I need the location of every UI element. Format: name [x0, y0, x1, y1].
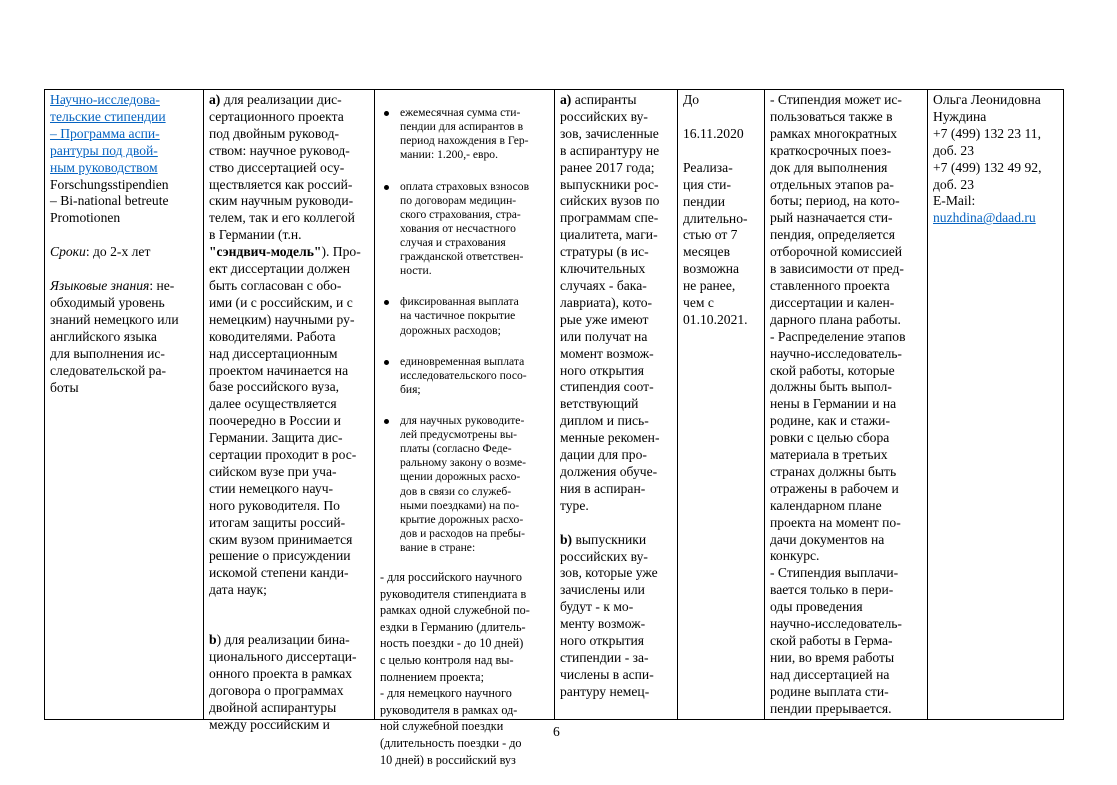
benefit-text: единовременная выплата исследовательского посо- бия;: [400, 354, 527, 396]
bullet-icon: [384, 360, 389, 365]
description-a: [209, 92, 370, 599]
bullet-icon: [384, 419, 389, 424]
program-terms: [50, 244, 199, 261]
benefit-item: [380, 295, 550, 337]
benefits-extra: - для российского научного руководителя стипендиата в рамках одной служебной по- ездки в Германию (длитель- ность поездки - до 10 дней) с целью контроля над вы- полнением проекта; - для немецкого научного руководителя в рамках од- ной служебной поездки (длительность поездки - до 10 дней) в российский вуз: [380, 570, 530, 767]
deadline-prefix: До: [683, 92, 700, 107]
eligibility-a-text: аспиранты российских ву- зов, зачисленные в аспирантуру не ранее 2017 года; выпускники рос- сийских вузов по программам спе- циалитета, маги- стратуры (в ис- ключительных случаях - бака- лавриата), кото- рые уже имеют или получат на момент возмож- ного открытия стипендия соот- ветствующий диплом и пись- менные рекомен- дации для про- должения обуче- ния в аспиран- туре.: [560, 92, 660, 513]
benefits-list: [380, 92, 550, 569]
benefit-item: [380, 355, 550, 397]
description-cell: [204, 90, 375, 732]
page-number: 6: [553, 724, 560, 739]
bullet-icon: [384, 300, 389, 305]
contact-name: Ольга Леонидовна Нуждина: [933, 92, 1041, 124]
b-marker: b: [209, 632, 217, 648]
program-title-de: Forschungsstipendien – Bi-national betreute Promotionen: [50, 176, 169, 226]
a-marker: а): [209, 92, 221, 107]
eligibility-a: [560, 92, 673, 515]
program-language: [50, 278, 199, 396]
bullet-icon: [384, 185, 389, 190]
description-a-text-1: для реализации дис- сертационного проекта под двойным руковод- ством: научное руковод- ство диссертацией осу- ществляется как россий- ским научным руководи- телем, так и его коллегой в Германии (т.н.: [209, 92, 355, 243]
scholarship-table: [44, 89, 1064, 767]
a-marker: а): [560, 92, 572, 107]
contact-email-link[interactable]: nuzhdina@daad.ru: [933, 210, 1036, 226]
benefit-text: фиксированная выплата на частичное покрытие дорожных расходов;: [400, 295, 519, 337]
bullet-icon: [384, 111, 389, 116]
eligibility-b-text: выпускники российских ву- зов, которые уже зачислены или будут - к мо- менту возмож- ного открытия стипендии - за- числены в аспи- рантуру немец-: [560, 531, 658, 699]
terms-label: Сроки: [50, 244, 86, 260]
eligibility-b: [560, 532, 673, 701]
description-a-text-2: ). Про- ект диссертации должен быть согласован с обо- ими (и с российским, и с немецким) научными ру- ководителями. Работа над диссертационным проектом начинается на базе российского вуза, далее осуществляется поочередно в России и Германии. Защита дис- сертации проходит в рос- сийском вузе при уча- стии немецкого науч- ного руководителя. По итогам защиты россий- ским вузом принимается решение о присуждении искомой степени канди- дата наук;: [209, 244, 361, 598]
description-b: [209, 632, 370, 733]
b-marker: b): [560, 531, 573, 547]
eligibility-cell: [555, 90, 678, 719]
benefit-text: ежемесячная сумма сти- пендии для аспирантов в период нахождения в Гер- мании: 1.200,- евро.: [400, 106, 529, 162]
sandwich-model: "сэндвич-модель": [209, 244, 322, 260]
program-title-link[interactable]: Научно-исследова- тельские стипендии – Программа аспи- рантуры под двой- ным руководством: [50, 92, 166, 175]
notes-text: - Стипендия может ис- пользоваться также в рамках многократных краткосрочных поез- док для выполнения отдельных этапов ра- боты; период, на кото- рый назначается сти- пендия, определяется отборочной комиссией в зависимости от пред- ставленного проекта диссертации и кален- дарного плана работы. - Распределение этапов научно-исследователь- ской работы, которые должны быть выпол- нены в Германии и на родине, как и стажи- ровки с целью сбора материала в третьих странах должны быть отражены в рабочем и календарном плане проекта на момент по- дачи документов на конкурс. - Стипендия выплачи- вается только в пери- оды проведения научно-исследователь- ской работы в Герма- нии, во время работы над диссертацией на родине выплата сти- пендии прерывается.: [770, 92, 906, 716]
contact-phone-1: +7 (499) 132 23 11, доб. 23: [933, 125, 1041, 158]
terms-value: : до 2-х лет: [85, 244, 151, 260]
contact-email-label: E-Mail:: [933, 193, 976, 209]
benefit-item: [380, 414, 550, 555]
benefit-item: [380, 180, 550, 279]
benefit-text: для научных руководите- лей предусмотрены вы- платы (согласно Феде- ральному закону о возме- щении дорожных расхо- дов в связи со служеб- ными поездками) на по- крытие дорожных расхо- дов и расходов на пребы- вание в стране:: [400, 414, 527, 554]
deadline-cell: [678, 90, 765, 719]
benefit-text: оплата страховых взносов по договорам медицин- ского страхования, стра- хования от несчастного случая и страхования гражданской ответствен- ности.: [400, 179, 530, 278]
program-cell: [45, 90, 204, 719]
deadline-date: 16.11.2020: [683, 125, 744, 141]
lang-label: Языковые знания: [50, 278, 150, 294]
description-b-text: ) для реализации бина- ционального диссертаци- онного проекта в рамках договора о программах двойной аспирантуры между российским и: [209, 632, 357, 732]
contact-phone-2: +7 (499) 132 49 92, доб. 23: [933, 159, 1042, 192]
benefits-cell: [375, 90, 555, 767]
lang-value: : не- обходимый уровень знаний немецкого или английского языка для выполнения ис- следовательской ра- боты: [50, 278, 179, 395]
deadline-note: Реализа- ция сти- пендии длительно- стью от 7 месяцев возможна не ранее, чем с 01.10.2021.: [683, 159, 748, 327]
notes-cell: [765, 90, 928, 719]
contact-cell: [928, 90, 1065, 719]
benefit-item: [380, 106, 550, 162]
